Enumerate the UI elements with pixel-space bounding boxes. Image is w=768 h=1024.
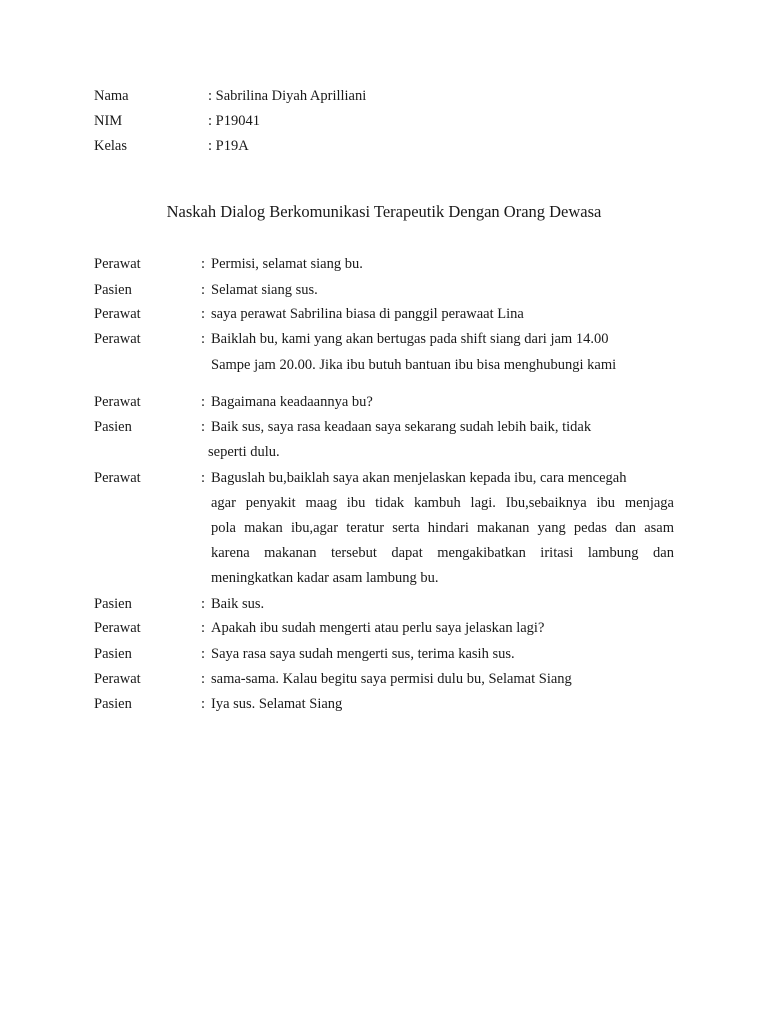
nim-value: : P19041 <box>208 113 260 129</box>
name-value: : Sabrilina Diyah Aprilliani <box>208 88 367 104</box>
dialog-speaker: Perawat <box>94 470 141 486</box>
document-title: Naskah Dialog Berkomunikasi Terapeutik Dengan Orang Dewasa <box>166 202 602 221</box>
dialog-colon: : <box>201 696 206 712</box>
dialog-colon: : <box>201 306 206 322</box>
dialog-speaker: Pasien <box>94 282 132 298</box>
dialog-line: Baguslah bu,baiklah saya akan menjelaskan kepada ibu, cara mencegah <box>211 470 627 486</box>
class-value: : P19A <box>208 138 249 154</box>
dialog-speaker: Pasien <box>94 419 132 435</box>
dialog-colon: : <box>201 620 206 636</box>
dialog-line: sama-sama. Kalau begitu saya permisi dulu bu, Selamat Siang <box>211 671 572 687</box>
dialog-line: Permisi, selamat siang bu. <box>211 256 363 272</box>
dialog-speaker: Perawat <box>94 256 141 272</box>
dialog-line: Bagaimana keadaannya bu? <box>211 394 373 410</box>
dialog-line: saya perawat Sabrilina biasa di panggil perawaat Lina <box>211 306 524 322</box>
dialog-colon: : <box>201 671 206 687</box>
dialog-speaker: Pasien <box>94 596 132 612</box>
dialog-colon: : <box>201 470 206 486</box>
dialog-colon: : <box>201 419 206 435</box>
dialog-speaker: Pasien <box>94 696 132 712</box>
dialog-colon: : <box>201 646 206 662</box>
dialog-line: Iya sus. Selamat Siang <box>211 696 343 712</box>
dialog-speaker: Perawat <box>94 331 141 347</box>
dialog-line: Baik sus. <box>211 596 265 612</box>
dialog-speaker: Perawat <box>94 620 141 636</box>
class-label: Kelas <box>94 138 128 154</box>
dialog-line: Saya rasa saya sudah mengerti sus, terima kasih sus. <box>211 646 515 662</box>
dialog-line: karena makanan tersebut dapat mengakibatkan iritasi lambung dan <box>211 545 674 561</box>
dialog-colon: : <box>201 282 206 298</box>
dialog-speaker: Perawat <box>94 671 141 687</box>
dialog-speaker: Perawat <box>94 394 141 410</box>
nim-label: NIM <box>94 113 123 129</box>
dialog-speaker: Pasien <box>94 646 132 662</box>
name-label: Nama <box>94 88 129 104</box>
dialog-line: Baiklah bu, kami yang akan bertugas pada shift siang dari jam 14.00 <box>211 331 609 347</box>
dialog-colon: : <box>201 331 206 347</box>
dialog-line: pola makan ibu,agar teratur serta hindari makanan yang pedas dan asam <box>211 520 674 536</box>
dialog-colon: : <box>201 394 206 410</box>
dialog-speaker: Perawat <box>94 306 141 322</box>
dialog-colon: : <box>201 596 206 612</box>
dialog-line: agar penyakit maag ibu tidak kambuh lagi. Ibu,sebaiknya ibu menjaga <box>211 495 674 511</box>
dialog-line: Baik sus, saya rasa keadaan saya sekarang sudah lebih baik, tidak <box>211 419 592 435</box>
dialog-line: meningkatkan kadar asam lambung bu. <box>211 570 439 586</box>
dialog-line: Apakah ibu sudah mengerti atau perlu saya jelaskan lagi? <box>211 620 545 636</box>
dialog-line: Selamat siang sus. <box>211 282 318 298</box>
dialog-line: seperti dulu. <box>208 444 280 460</box>
dialog-colon: : <box>201 256 206 272</box>
dialog-line: Sampe jam 20.00. Jika ibu butuh bantuan ibu bisa menghubungi kami <box>211 357 617 373</box>
